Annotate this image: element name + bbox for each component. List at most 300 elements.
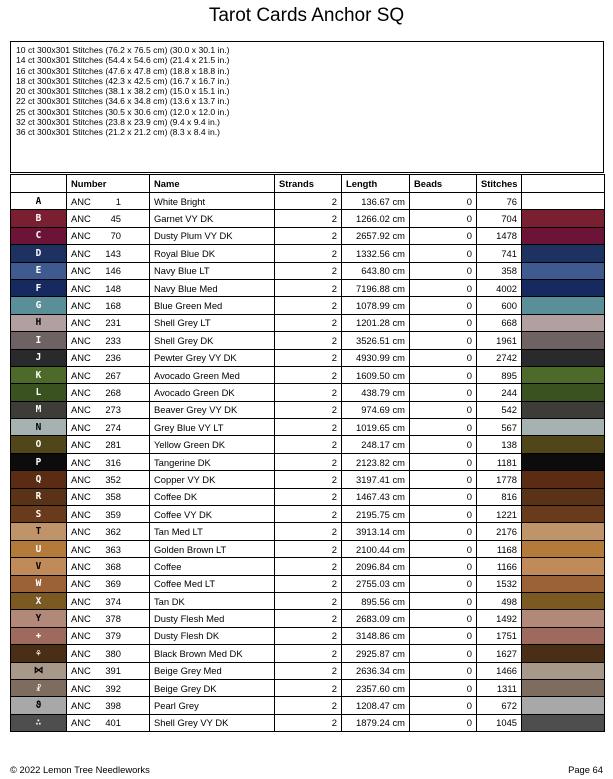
color-swatch [522,679,605,696]
beads-cell: 0 [410,714,477,731]
thread-code: 268 [105,386,121,398]
symbol-cell: ϑ [11,697,67,714]
thread-number-cell [67,245,150,262]
stitches-cell: 1466 [477,662,522,679]
stitches-cell: 1778 [477,471,522,488]
stitches-cell: 672 [477,697,522,714]
table-row [11,366,605,383]
table-row [11,262,605,279]
beads-cell: 0 [410,488,477,505]
thread-name-cell: Dusty Flesh Med [150,610,275,627]
color-swatch [522,262,605,279]
thread-brand: ANC [71,630,91,642]
thread-code: 379 [105,630,121,642]
strands-cell: 2 [275,262,342,279]
copyright-text: © 2022 Lemon Tree Needleworks [10,764,150,775]
beads-cell: 0 [410,506,477,523]
thread-brand: ANC [71,386,91,398]
thread-brand: ANC [71,282,91,294]
length-cell: 4930.99 cm [342,349,410,366]
strands-cell: 2 [275,714,342,731]
thread-number-cell [67,558,150,575]
thread-brand: ANC [71,508,91,520]
thread-number-cell [67,506,150,523]
thread-number-cell [67,592,150,609]
beads-cell: 0 [410,297,477,314]
strands-cell: 2 [275,245,342,262]
stitches-cell: 1181 [477,453,522,470]
thread-name-cell: Coffee Med LT [150,575,275,592]
beads-cell: 0 [410,592,477,609]
thread-code: 233 [105,334,121,346]
thread-name-cell: Copper VY DK [150,471,275,488]
thread-name-cell: Shell Grey LT [150,314,275,331]
thread-name-cell: Grey Blue VY LT [150,419,275,436]
table-header-row [11,175,605,193]
length-cell: 2683.09 cm [342,610,410,627]
thread-number-cell [67,488,150,505]
stitches-cell: 4002 [477,279,522,296]
beads-cell: 0 [410,419,477,436]
table-row [11,645,605,662]
header-beads: Beads [410,175,477,193]
color-swatch [522,714,605,731]
thread-code: 391 [105,665,121,677]
color-swatch [522,506,605,523]
length-cell: 1467.43 cm [342,488,410,505]
length-cell: 643.80 cm [342,262,410,279]
symbol-cell: ☧ [11,679,67,696]
strands-cell: 2 [275,662,342,679]
symbol-cell: ⋈ [11,662,67,679]
thread-number-cell [67,210,150,227]
length-cell: 2755.03 cm [342,575,410,592]
beads-cell: 0 [410,679,477,696]
stitches-cell: 542 [477,401,522,418]
thread-name-cell: Avocado Green Med [150,366,275,383]
thread-name-cell: Golden Brown LT [150,540,275,557]
thread-number-cell [67,679,150,696]
strands-cell: 2 [275,349,342,366]
length-cell: 3197.41 cm [342,471,410,488]
thread-brand: ANC [71,195,91,207]
thread-brand: ANC [71,578,91,590]
page-number: Page 64 [568,764,603,775]
table-row [11,401,605,418]
strands-cell: 2 [275,523,342,540]
thread-brand: ANC [71,491,91,503]
fabric-size-line: 16 ct 300x301 Stitches (47.6 x 47.8 cm) (18.8 x 18.8 in.) [16,65,230,76]
thread-code: 369 [105,578,121,590]
thread-name-cell: White Bright [150,193,275,210]
table-row [11,193,605,210]
length-cell: 438.79 cm [342,384,410,401]
length-cell: 2636.34 cm [342,662,410,679]
symbol-cell: S [11,506,67,523]
symbol-cell: K [11,366,67,383]
symbol-cell: F [11,279,67,296]
symbol-cell: O [11,436,67,453]
color-swatch [522,610,605,627]
thread-brand: ANC [71,473,91,485]
table-row [11,332,605,349]
thread-name-cell: Avocado Green DK [150,384,275,401]
color-swatch [522,384,605,401]
thread-name-cell: Beaver Grey VY DK [150,401,275,418]
table-row [11,314,605,331]
beads-cell: 0 [410,610,477,627]
symbol-cell: D [11,245,67,262]
thread-number-cell [67,471,150,488]
length-cell: 1201.28 cm [342,314,410,331]
thread-name-cell: Dusty Plum VY DK [150,227,275,244]
stitches-cell: 1532 [477,575,522,592]
beads-cell: 0 [410,523,477,540]
thread-brand: ANC [71,682,91,694]
length-cell: 1078.99 cm [342,297,410,314]
strands-cell: 2 [275,401,342,418]
stitches-cell: 1751 [477,627,522,644]
symbol-cell: G [11,297,67,314]
strands-cell: 2 [275,314,342,331]
beads-cell: 0 [410,436,477,453]
length-cell: 2357.60 cm [342,679,410,696]
length-cell: 1879.24 cm [342,714,410,731]
length-cell: 2195.75 cm [342,506,410,523]
thread-code: 267 [105,369,121,381]
table-row [11,592,605,609]
stitches-cell: 1492 [477,610,522,627]
color-swatch [522,279,605,296]
thread-name-cell: Pearl Grey [150,697,275,714]
beads-cell: 0 [410,332,477,349]
thread-brand: ANC [71,352,91,364]
table-row [11,453,605,470]
thread-brand: ANC [71,247,91,259]
table-row [11,279,605,296]
beads-cell: 0 [410,384,477,401]
thread-brand: ANC [71,717,91,729]
thread-number-cell [67,714,150,731]
table-row [11,679,605,696]
thread-number-cell [67,523,150,540]
color-swatch [522,453,605,470]
stitches-cell: 358 [477,262,522,279]
header-number: Number [67,175,150,193]
thread-name-cell: Tan Med LT [150,523,275,540]
fabric-sizes-box [10,41,604,173]
table-row [11,349,605,366]
thread-number-cell [67,419,150,436]
color-swatch [522,575,605,592]
table-row [11,436,605,453]
thread-brand: ANC [71,560,91,572]
thread-name-cell: Beige Grey Med [150,662,275,679]
beads-cell: 0 [410,453,477,470]
fabric-size-line: 25 ct 300x301 Stitches (30.5 x 30.6 cm) (12.0 x 12.0 in.) [16,106,230,117]
table-row [11,697,605,714]
table-row [11,384,605,401]
thread-code: 368 [105,560,121,572]
thread-code: 274 [105,421,121,433]
stitches-cell: 1478 [477,227,522,244]
header-symbol [11,175,67,193]
thread-code: 1 [115,195,121,207]
symbol-cell: Y [11,610,67,627]
thread-code: 401 [105,717,121,729]
length-cell: 136.67 cm [342,193,410,210]
thread-code: 273 [105,404,121,416]
thread-brand: ANC [71,700,91,712]
strands-cell: 2 [275,384,342,401]
thread-code: 363 [105,543,121,555]
symbol-cell: A [11,193,67,210]
symbol-cell: P [11,453,67,470]
length-cell: 3148.86 cm [342,627,410,644]
fabric-size-line: 32 ct 300x301 Stitches (23.8 x 23.9 cm) (9.4 x 9.4 in.) [16,117,220,128]
strands-cell: 2 [275,193,342,210]
thread-number-cell [67,279,150,296]
stitches-cell: 704 [477,210,522,227]
stitches-cell: 567 [477,419,522,436]
fabric-size-line: 20 ct 300x301 Stitches (38.1 x 38.2 cm) (15.0 x 15.1 in.) [16,86,230,97]
thread-number-cell [67,540,150,557]
table-row [11,575,605,592]
header-strands: Strands [275,175,342,193]
thread-code: 352 [105,473,121,485]
strands-cell: 2 [275,471,342,488]
thread-code: 231 [105,317,121,329]
stitches-cell: 1166 [477,558,522,575]
thread-brand: ANC [71,613,91,625]
thread-brand: ANC [71,213,91,225]
thread-name-cell: Royal Blue DK [150,245,275,262]
symbol-cell: E [11,262,67,279]
color-swatch [522,697,605,714]
thread-name-cell: Coffee [150,558,275,575]
color-swatch [522,227,605,244]
symbol-cell: ∴ [11,714,67,731]
symbol-cell: N [11,419,67,436]
page-title: Tarot Cards Anchor SQ [208,5,405,26]
symbol-cell: C [11,227,67,244]
stitches-cell: 1221 [477,506,522,523]
beads-cell: 0 [410,314,477,331]
symbol-cell: H [11,314,67,331]
stitches-cell: 76 [477,193,522,210]
symbol-cell: U [11,540,67,557]
thread-brand: ANC [71,543,91,555]
strands-cell: 2 [275,610,342,627]
length-cell: 974.69 cm [342,401,410,418]
color-swatch [522,332,605,349]
color-swatch [522,627,605,644]
thread-number-cell [67,384,150,401]
beads-cell: 0 [410,193,477,210]
fabric-size-line: 22 ct 300x301 Stitches (34.6 x 34.8 cm) (13.6 x 13.7 in.) [16,96,230,107]
thread-brand: ANC [71,526,91,538]
beads-cell: 0 [410,279,477,296]
thread-brand: ANC [71,456,91,468]
length-cell: 248.17 cm [342,436,410,453]
symbol-cell: X [11,592,67,609]
table-row [11,488,605,505]
thread-brand: ANC [71,265,91,277]
length-cell: 1019.65 cm [342,419,410,436]
length-cell: 1208.47 cm [342,697,410,714]
thread-code: 380 [105,647,121,659]
symbol-cell: Q [11,471,67,488]
table-row [11,523,605,540]
beads-cell: 0 [410,245,477,262]
thread-brand: ANC [71,317,91,329]
thread-name-cell: Tan DK [150,592,275,609]
beads-cell: 0 [410,471,477,488]
color-swatch [522,419,605,436]
color-swatch [522,523,605,540]
color-swatch [522,193,605,210]
thread-name-cell: Navy Blue Med [150,279,275,296]
thread-code: 316 [105,456,121,468]
length-cell: 1609.50 cm [342,366,410,383]
color-swatch [522,210,605,227]
symbol-cell: T [11,523,67,540]
header-stitches: Stitches [477,175,522,193]
color-swatch [522,662,605,679]
header-name: Name [150,175,275,193]
strands-cell: 2 [275,210,342,227]
stitches-cell: 816 [477,488,522,505]
thread-number-cell [67,349,150,366]
beads-cell: 0 [410,349,477,366]
strands-cell: 2 [275,575,342,592]
color-swatch [522,592,605,609]
thread-name-cell: Shell Grey DK [150,332,275,349]
thread-number-cell [67,627,150,644]
thread-code: 378 [105,613,121,625]
thread-number-cell [67,645,150,662]
thread-number-cell [67,662,150,679]
thread-brand: ANC [71,404,91,416]
table-row [11,245,605,262]
beads-cell: 0 [410,558,477,575]
strands-cell: 2 [275,453,342,470]
strands-cell: 2 [275,540,342,557]
thread-brand: ANC [71,421,91,433]
fabric-size-line: 14 ct 300x301 Stitches (54.4 x 54.6 cm) (21.4 x 21.5 in.) [16,55,230,66]
symbol-cell: L [11,384,67,401]
thread-code: 398 [105,700,121,712]
table-row [11,506,605,523]
table-row [11,558,605,575]
table-row [11,471,605,488]
color-swatch [522,558,605,575]
thread-number-cell [67,227,150,244]
symbol-cell: M [11,401,67,418]
stitches-cell: 244 [477,384,522,401]
thread-code: 45 [110,213,121,225]
table-row [11,419,605,436]
thread-number-cell [67,575,150,592]
thread-name-cell: Coffee VY DK [150,506,275,523]
fabric-size-line: 10 ct 300x301 Stitches (76.2 x 76.5 cm) (30.0 x 30.1 in.) [16,45,230,55]
thread-number-cell [67,314,150,331]
thread-number-cell [67,297,150,314]
thread-name-cell: Blue Green Med [150,297,275,314]
symbol-cell: ⚘ [11,645,67,662]
thread-code: 281 [105,439,121,451]
color-swatch [522,488,605,505]
symbol-cell: W [11,575,67,592]
strands-cell: 2 [275,558,342,575]
strands-cell: 2 [275,419,342,436]
thread-code: 392 [105,682,121,694]
color-swatch [522,401,605,418]
strands-cell: 2 [275,679,342,696]
stitches-cell: 1311 [477,679,522,696]
thread-name-cell: Navy Blue LT [150,262,275,279]
strands-cell: 2 [275,332,342,349]
beads-cell: 0 [410,662,477,679]
beads-cell: 0 [410,227,477,244]
thread-code: 359 [105,508,121,520]
length-cell: 895.56 cm [342,592,410,609]
stitches-cell: 2176 [477,523,522,540]
thread-number-cell [67,453,150,470]
table-row [11,714,605,731]
stitches-cell: 668 [477,314,522,331]
strands-cell: 2 [275,488,342,505]
table-row [11,627,605,644]
thread-name-cell: Black Brown Med DK [150,645,275,662]
thread-code: 146 [105,265,121,277]
thread-brand: ANC [71,647,91,659]
table-row [11,540,605,557]
symbol-cell: ✚ [11,627,67,644]
beads-cell: 0 [410,366,477,383]
strands-cell: 2 [275,297,342,314]
color-swatch [522,645,605,662]
strands-cell: 2 [275,227,342,244]
thread-number-cell [67,332,150,349]
thread-code: 70 [110,230,121,242]
thread-brand: ANC [71,300,91,312]
thread-brand: ANC [71,439,91,451]
color-swatch [522,436,605,453]
length-cell: 3913.14 cm [342,523,410,540]
table-row [11,297,605,314]
strands-cell: 2 [275,279,342,296]
thread-number-cell [67,366,150,383]
fabric-size-line: 36 ct 300x301 Stitches (21.2 x 21.2 cm) (8.3 x 8.4 in.) [16,127,220,138]
stitches-cell: 1045 [477,714,522,731]
thread-number-cell [67,401,150,418]
thread-code: 168 [105,300,121,312]
thread-number-cell [67,697,150,714]
thread-name-cell: Beige Grey DK [150,679,275,696]
beads-cell: 0 [410,401,477,418]
thread-name-cell: Shell Grey VY DK [150,714,275,731]
thread-code: 358 [105,491,121,503]
symbol-cell: V [11,558,67,575]
thread-brand: ANC [71,595,91,607]
table-row [11,610,605,627]
fabric-size-line: 18 ct 300x301 Stitches (42.3 x 42.5 cm) (16.7 x 16.7 in.) [16,75,230,86]
symbol-cell: B [11,210,67,227]
page-footer [10,764,603,776]
thread-name-cell: Garnet VY DK [150,210,275,227]
stitches-cell: 600 [477,297,522,314]
